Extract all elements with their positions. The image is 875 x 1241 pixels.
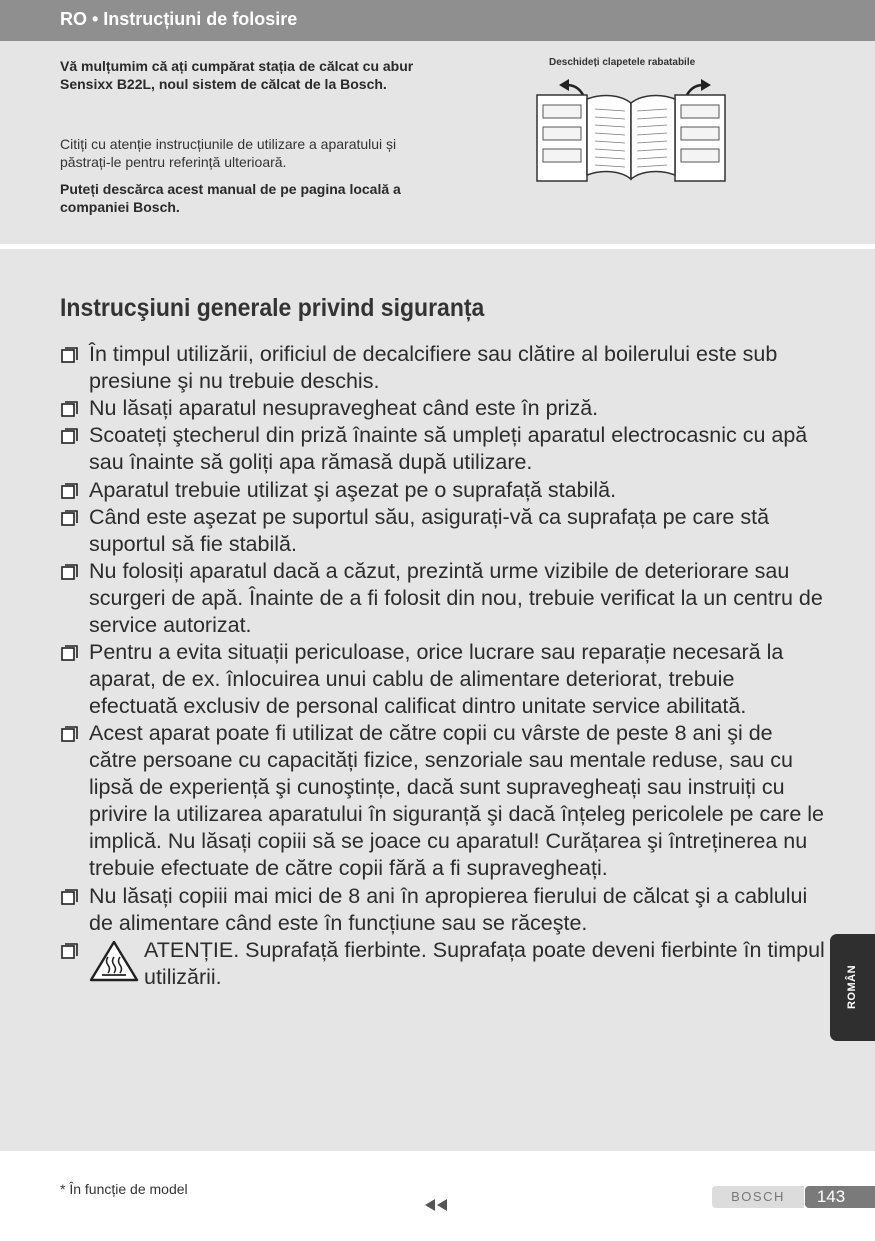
list-item [60,395,825,422]
list-item-text: Scoateți ştecherul din priză înainte să umpleți aparatul electrocasnic cu apă sau înainte să goliți apa rămasă după utilizare. [89,423,808,475]
header-title: RO • Instrucțiuni de folosire [60,9,298,29]
checkbox-bullet-icon [61,889,78,906]
footnote: * În funcție de model [60,1181,188,1197]
checkbox-bullet-icon [61,943,78,960]
page-number-box [805,1186,875,1208]
checkbox-bullet-icon [61,483,78,500]
header-bar [0,0,875,41]
page-number: 143 [816,1187,846,1206]
list-item [60,883,825,937]
safety-list [60,341,825,991]
checkbox-bullet-icon [61,428,78,445]
list-item-text: Când este aşezat pe suportul său, asigurați-vă ca suprafața pe care stă suportul să fie stabilă. [89,504,770,556]
checkbox-bullet-icon [61,726,78,743]
list-item [60,477,825,504]
warning-text: ATENȚIE. Suprafață fierbinte. Suprafața poate deveni fierbinte în timpul utilizării. [144,937,825,989]
language-tab-label: ROMÂN [846,964,858,1010]
safety-section [0,249,875,1151]
list-item [60,639,825,720]
list-item [60,558,825,639]
fold-out-book-icon [533,75,729,185]
list-item [60,422,825,476]
read-instructions-text: Citiți cu atenție instrucțiunile de utilizare a aparatului și păstrați-le pentru referință ulterioară. [60,136,397,170]
open-flaps-caption: Deschideți clapetele rabatabile [549,57,696,68]
checkbox-bullet-icon [61,645,78,662]
list-item-text: Pentru a evita situații periculoase, orice lucrare sau reparație necesară la aparat, de ex. înlocuirea unui cablu de alimentare deteriorat, trebuie efectuată exclusiv de personal calificat dintro unitate service abilitată. [89,640,784,719]
list-item [60,341,825,395]
list-item [60,720,825,882]
warning-item [60,937,825,991]
checkbox-bullet-icon [61,347,78,364]
list-item-text: În timpul utilizării, orificiul de decalcifiere sau clătire al boilerului este sub presiune şi nu trebuie deschis. [89,342,778,393]
brand-name: BOSCH [731,1189,785,1204]
download-manual-text: Puteți descărca acest manual de pe pagina locală a companiei Bosch. [60,181,401,215]
checkbox-bullet-icon [61,401,78,418]
language-tab [830,934,875,1041]
hot-surface-warning-icon [88,939,140,983]
list-item-text: Acest aparat poate fi utilizat de către copii cu vârste de peste 8 ani şi de către persoane cu capacități fizice, senzoriale sau mentale reduse, sau cu lipsă de experiență şi cunoştințe, dacă sunt supravegheați sau instruiți cu privire la utilizarea aparatului în siguranță şi dacă înțeleg pericolele pe care le implică. Nu lăsați copiii să se joace cu aparatul! Curățarea şi întreținerea nu trebuie efectuate de către copii fără a fi supravegheați. [89,721,824,881]
list-item-text: Nu folosiți aparatul dacă a căzut, prezintă urme vizibile de deteriorare sau scurgeri de apă. Înainte de a fi folosit din nou, trebuie verificat la un centru de service autorizat. [89,558,823,637]
brand-label-box [712,1186,804,1208]
checkbox-bullet-icon [61,564,78,581]
list-item-text: Aparatul trebuie utilizat şi aşezat pe o suprafață stabilă. [89,477,617,502]
intro-panel [0,41,875,244]
double-left-arrow-icon[interactable] [424,1197,450,1213]
checkbox-bullet-icon [61,510,78,527]
list-item-text: Nu lăsați copiii mai mici de 8 ani în apropierea fierului de călcat şi a cablului de alimentare când este în funcțiune sau se răceşte. [89,883,808,935]
list-item [60,504,825,558]
list-item-text: Nu lăsați aparatul nesupravegheat când este în priză. [89,396,599,421]
section-title: Instrucşiuni generale privind siguranța [60,294,485,322]
thanks-text: Vă mulțumim că ați cumpărat stația de călcat cu abur Sensixx B22L, noul sistem de călcat de la Bosch. [60,58,414,92]
